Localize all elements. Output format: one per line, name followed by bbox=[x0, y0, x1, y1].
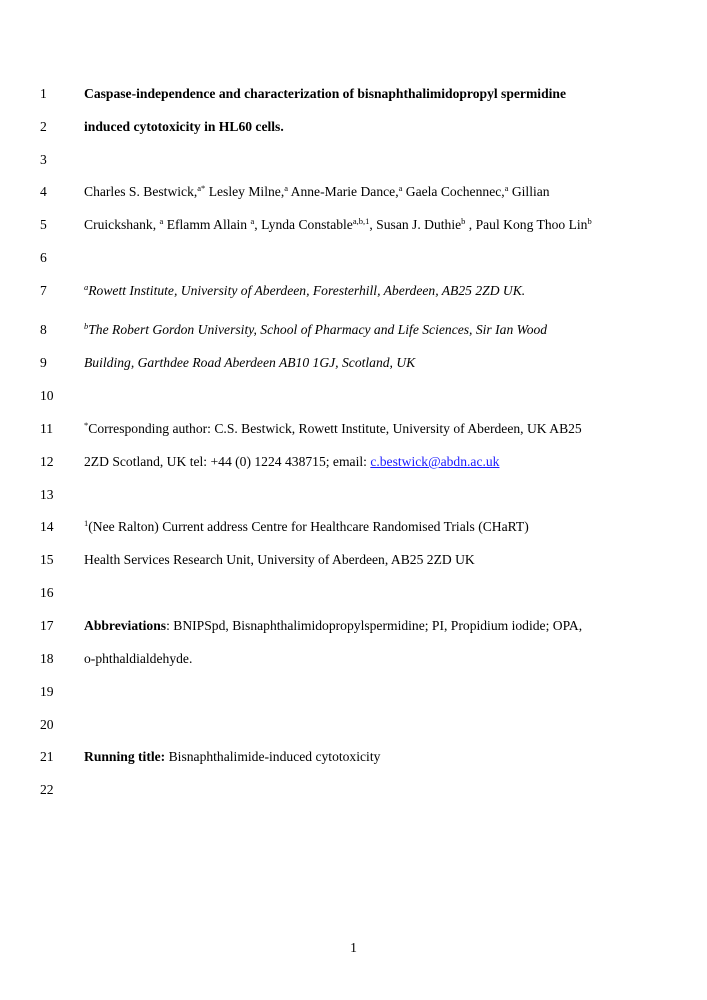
line-number: 14 bbox=[40, 519, 54, 534]
line-number: 1 bbox=[40, 86, 47, 101]
abbreviations-continued: o-phthaldialdehyde. bbox=[84, 651, 193, 666]
line-number: 15 bbox=[40, 552, 54, 567]
line-number: 9 bbox=[40, 355, 47, 370]
manuscript-line bbox=[0, 117, 707, 137]
author-affiliation-mark: a bbox=[504, 183, 509, 193]
line-number: 5 bbox=[40, 217, 47, 232]
corresponding-contact bbox=[84, 452, 499, 472]
affiliation-text: Rowett Institute, University of Aberdeen, Foresterhill, Aberdeen, AB25 2ZD UK. bbox=[88, 283, 526, 298]
email-link[interactable]: c.bestwick@abdn.ac.uk bbox=[370, 454, 500, 469]
manuscript-line bbox=[0, 485, 707, 505]
affiliation-mark: b bbox=[84, 321, 89, 331]
abbreviations-label: Abbreviations bbox=[84, 618, 167, 633]
abbreviations bbox=[84, 616, 582, 636]
title-line-1: Caspase-independence and characterization of bisnaphthalimidopropyl spermidine bbox=[84, 86, 566, 101]
manuscript-line bbox=[0, 550, 707, 570]
affiliation-text: The Robert Gordon University, School of Pharmacy and Life Sciences, Sir Ian Wood bbox=[88, 322, 548, 337]
author-name: Gillian bbox=[508, 184, 550, 199]
corresponding-text: Corresponding author: C.S. Bestwick, Rowett Institute, University of Aberdeen, UK AB25 bbox=[88, 421, 582, 436]
line-number: 19 bbox=[40, 684, 54, 699]
affiliation-b-continued: Building, Garthdee Road Aberdeen AB10 1GJ, Scotland, UK bbox=[84, 355, 416, 370]
running-title-text: Bisnaphthalimide-induced cytotoxicity bbox=[165, 749, 381, 764]
line-number: 6 bbox=[40, 250, 47, 265]
author-affiliation-mark: a,b,1 bbox=[352, 216, 370, 226]
manuscript-line bbox=[0, 780, 707, 800]
corresponding-mark: * bbox=[84, 420, 89, 430]
author-name: , Susan J. Duthie bbox=[369, 217, 462, 232]
manuscript-line bbox=[0, 682, 707, 702]
author-name: Eflamm Allain bbox=[163, 217, 251, 232]
line-number: 11 bbox=[40, 421, 54, 436]
author-name: , Paul Kong Thoo Lin bbox=[465, 217, 588, 232]
title-line-2: induced cytotoxicity in HL60 cells. bbox=[84, 119, 284, 134]
line-number: 4 bbox=[40, 184, 47, 199]
manuscript-line bbox=[0, 616, 707, 636]
affiliation-a bbox=[84, 281, 525, 301]
author-name: Charles S. Bestwick, bbox=[84, 184, 198, 199]
author-affiliation-mark: b bbox=[461, 216, 466, 226]
line-number: 3 bbox=[40, 152, 47, 167]
current-address-continued: Health Services Research Unit, University of Aberdeen, AB25 2ZD UK bbox=[84, 552, 475, 567]
manuscript-line bbox=[0, 452, 707, 472]
author-affiliation-mark: a bbox=[159, 216, 164, 226]
manuscript-line bbox=[0, 182, 707, 202]
author-affiliation-mark: b bbox=[587, 216, 592, 226]
running-title-label: Running title: bbox=[84, 749, 166, 764]
page-number: 1 bbox=[350, 940, 357, 955]
manuscript-line bbox=[0, 649, 707, 669]
manuscript-line bbox=[0, 386, 707, 406]
contact-text: 2ZD Scotland, UK tel: +44 (0) 1224 438715; email: bbox=[84, 454, 371, 469]
author-affiliation-mark: a* bbox=[197, 183, 206, 193]
line-number: 12 bbox=[40, 454, 54, 469]
author-name: Gaela Cochennec, bbox=[402, 184, 505, 199]
abbreviations-text: : BNIPSpd, Bisnaphthalimidopropylspermidine; PI, Propidium iodide; OPA, bbox=[166, 618, 583, 633]
manuscript-line bbox=[0, 84, 707, 104]
line-number: 18 bbox=[40, 651, 54, 666]
manuscript-line bbox=[0, 353, 707, 373]
manuscript-line bbox=[0, 715, 707, 735]
current-address-text: (Nee Ralton) Current address Centre for Healthcare Randomised Trials (CHaRT) bbox=[88, 519, 529, 534]
manuscript-line bbox=[0, 248, 707, 268]
line-number: 20 bbox=[40, 717, 54, 732]
author-affiliation-mark: a bbox=[250, 216, 255, 226]
line-number: 13 bbox=[40, 487, 54, 502]
line-number: 10 bbox=[40, 388, 54, 403]
manuscript-line bbox=[0, 747, 707, 767]
line-number: 7 bbox=[40, 283, 47, 298]
manuscript-line bbox=[0, 215, 707, 235]
manuscript-line bbox=[0, 150, 707, 170]
corresponding-author bbox=[84, 419, 582, 439]
current-address-mark: 1 bbox=[84, 518, 89, 528]
line-number: 8 bbox=[40, 322, 47, 337]
line-number: 21 bbox=[40, 749, 54, 764]
line-number: 22 bbox=[40, 782, 54, 797]
manuscript-line bbox=[0, 517, 707, 537]
author-name: Cruickshank, bbox=[84, 217, 160, 232]
author-name: Lesley Milne, bbox=[205, 184, 285, 199]
line-number: 16 bbox=[40, 585, 54, 600]
affiliation-b bbox=[84, 320, 547, 340]
author-name: , Lynda Constable bbox=[254, 217, 353, 232]
manuscript-line bbox=[0, 419, 707, 439]
manuscript-line bbox=[0, 281, 707, 301]
author-list-line-1 bbox=[84, 182, 550, 202]
author-list-line-2 bbox=[84, 215, 592, 235]
author-affiliation-mark: a bbox=[398, 183, 403, 193]
affiliation-mark: a bbox=[84, 282, 89, 292]
author-name: Anne-Marie Dance, bbox=[288, 184, 399, 199]
manuscript-line bbox=[0, 320, 707, 340]
line-number: 17 bbox=[40, 618, 54, 633]
line-number: 2 bbox=[40, 119, 47, 134]
current-address bbox=[84, 517, 529, 537]
manuscript-line bbox=[0, 583, 707, 603]
running-title bbox=[84, 747, 380, 767]
author-affiliation-mark: a bbox=[284, 183, 288, 193]
